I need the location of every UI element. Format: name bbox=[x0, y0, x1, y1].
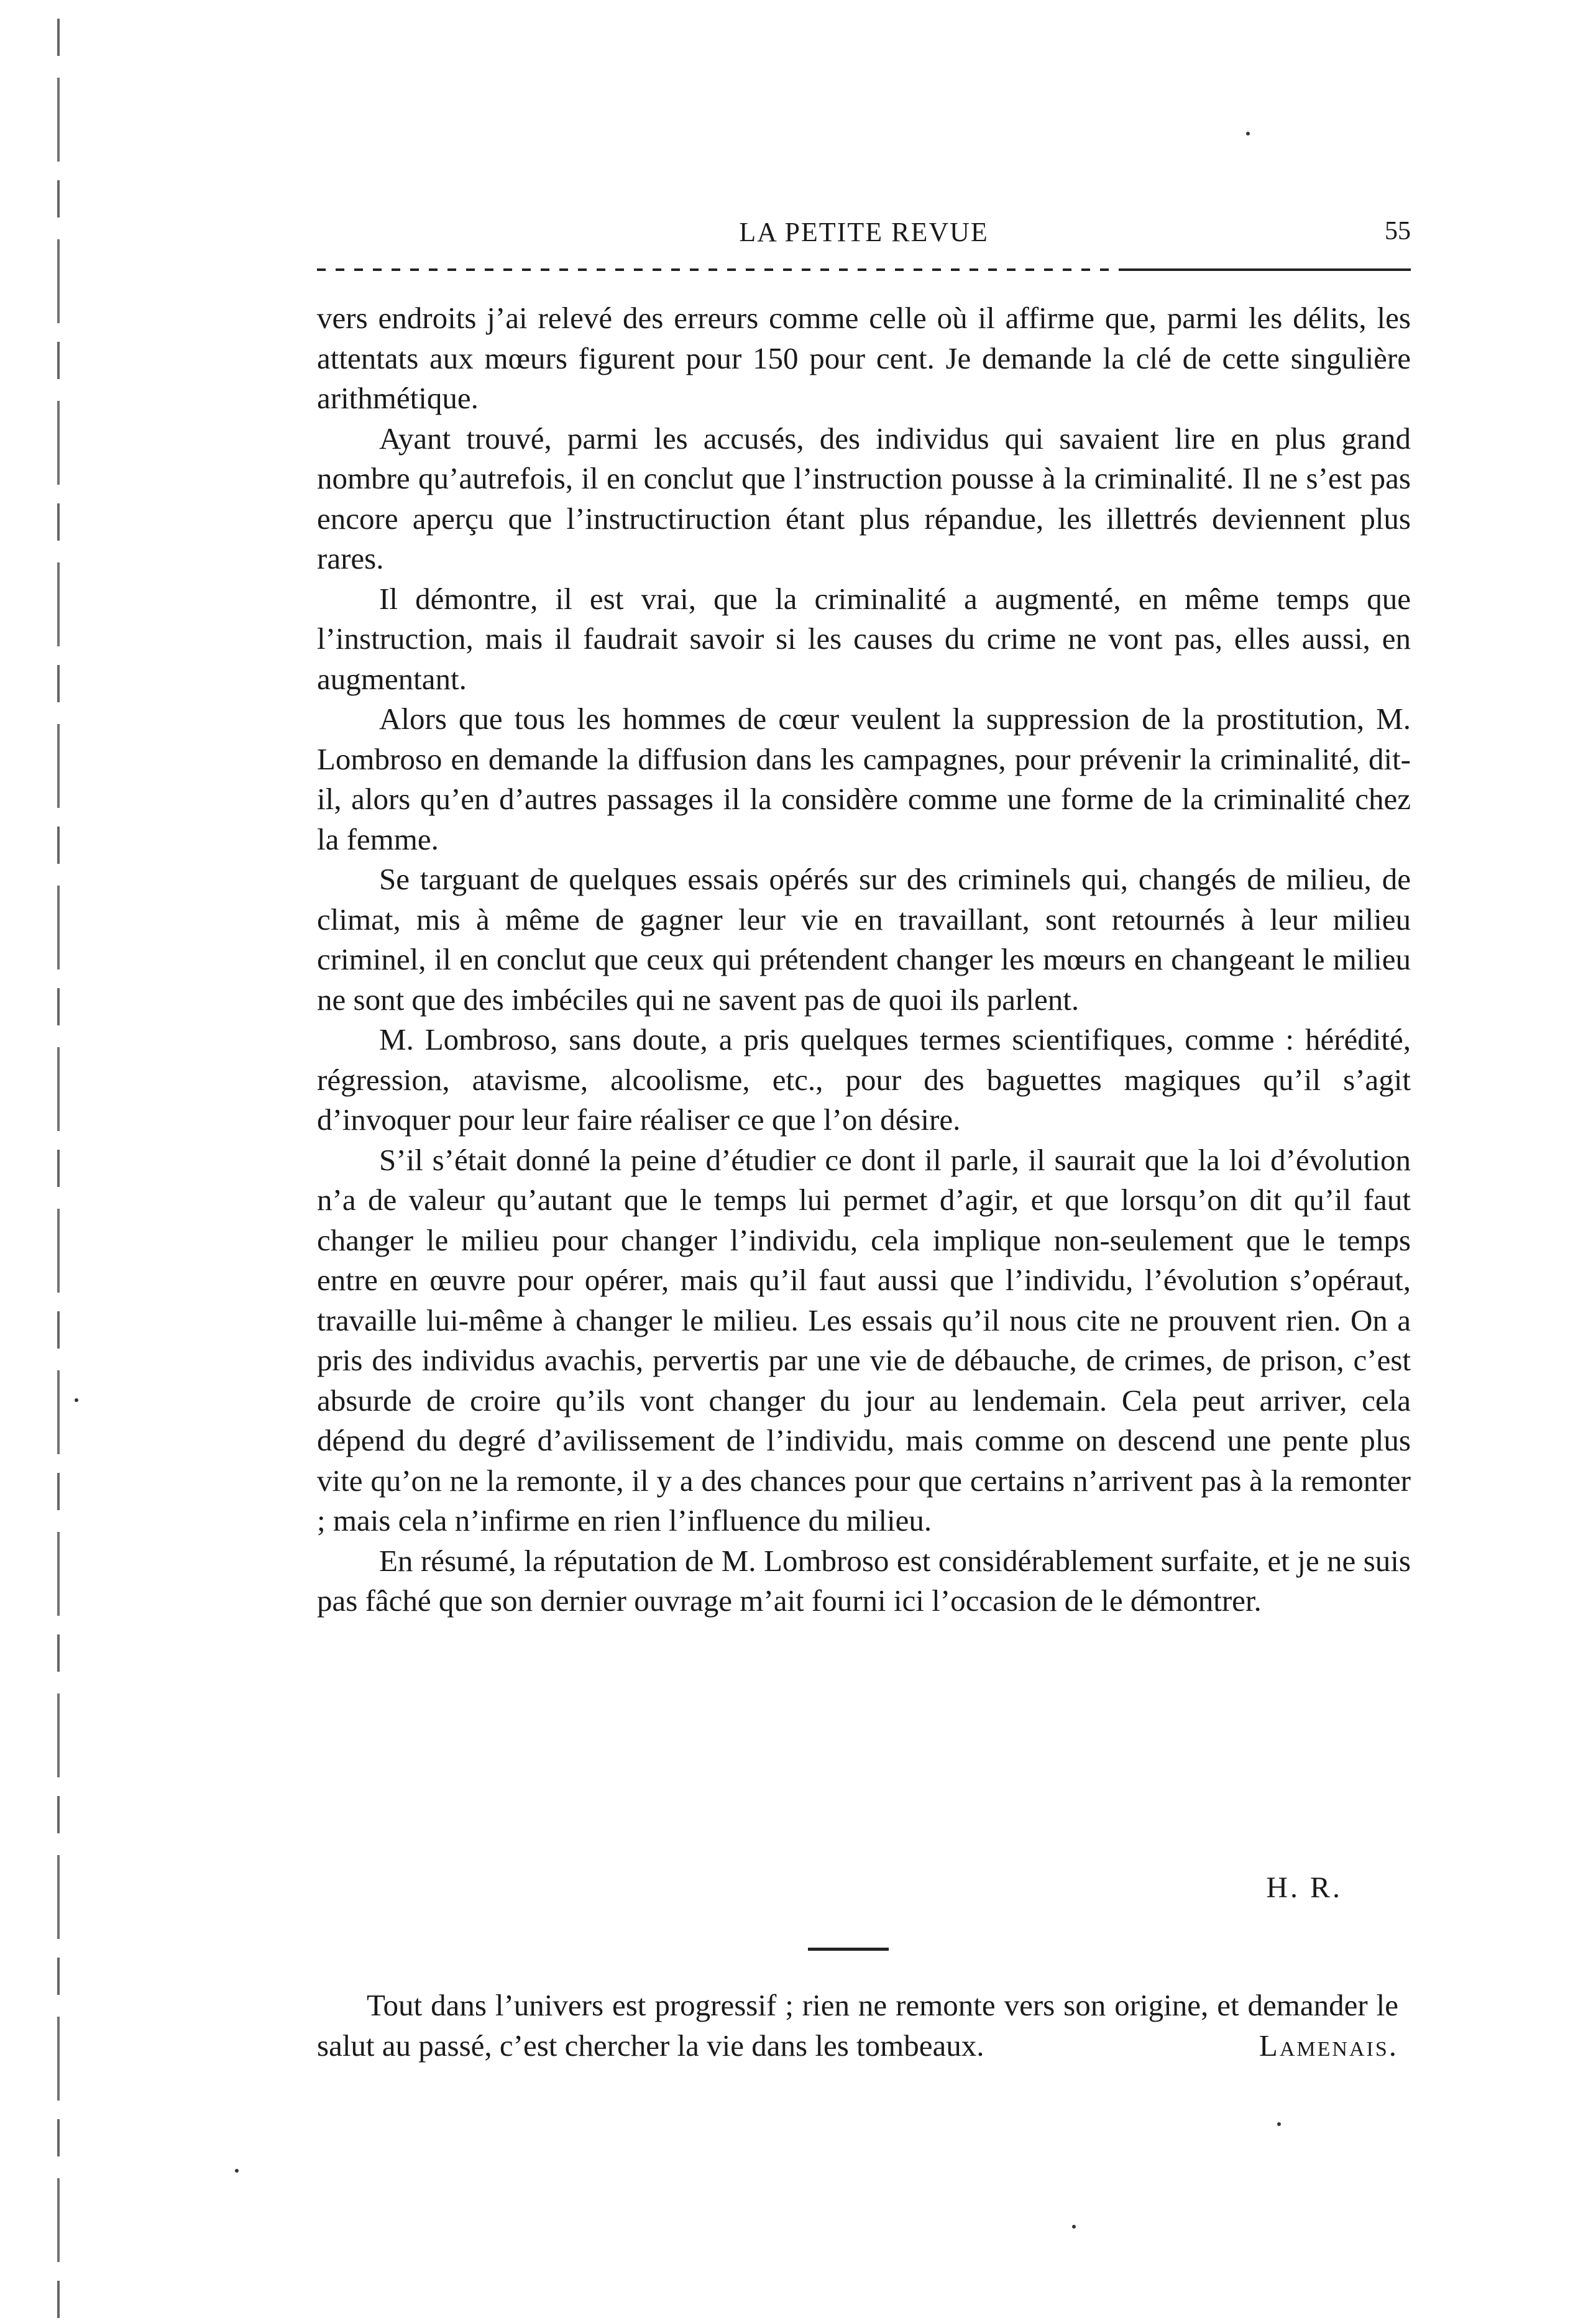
epigraph-quote bbox=[317, 1986, 1398, 2066]
header-rule-solid bbox=[1119, 268, 1411, 271]
paragraph: S’il s’était donné la peine d’étudier ce dont il parle, il saurait que la loi d’évolution n’a de valeur qu’autant que le temps lui permet d’agir, et que lorsqu’on dit qu’il faut changer le milieu pour changer l’individu, cela implique non-seulement que le temps entre en œuvre pour opérer, mais qu’il faut aussi que l’individu, l’évolution s’opéraut, travaille lui-même à changer le milieu. Les essais qu’il nous cite ne prouvent rien. On a pris des individus avachis, pervertis par une vie de débauche, de crimes, de prison, c’est absurde de croire qu’ils vont changer du jour au lendemain. Cela peut arriver, cela dépend du degré d’avilissement de l’individu, mais comme on descend une pente plus vite qu’on ne la remonte, il y a des chances pour que certains n’arrivent pas à la remonter ; mais cela n’infirme en rien l’influence du milieu. bbox=[317, 1142, 1411, 1537]
quote-author: Lamenais. bbox=[1259, 2028, 1398, 2063]
paragraph: vers endroits j’ai relevé des erreurs comme celle où il affirme que, parmi les délits, les attentats aux mœurs figurent pour 150 pour cent. Je demande la clé de cette singulière arithmétique. bbox=[317, 301, 1411, 415]
print-speck bbox=[1072, 2225, 1076, 2229]
section-separator bbox=[808, 1948, 889, 1951]
author-signature: H. R. bbox=[1266, 1871, 1342, 1904]
paragraph: Ayant trouvé, parmi les accusés, des individus qui savaient lire en plus grand nombre qu’autrefois, il en conclut que l’instruction pousse à la criminalité. Il ne s’est pas encore aperçu que l’instructiruction étant plus répandue, les illettrés deviennent plus rares. bbox=[317, 421, 1411, 575]
running-title: LA PETITE REVUE bbox=[739, 217, 989, 247]
quote-text: Tout dans l’univers est progressif ; rien ne remonte vers son origine, et demander le salut au passé, c’est chercher la vie dans les tombeaux. bbox=[317, 1988, 1398, 2063]
print-speck bbox=[235, 2169, 239, 2173]
page-header bbox=[317, 211, 1411, 249]
paragraph: Alors que tous les hommes de cœur veulent la suppression de la prostitution, M. Lombroso en demande la diffusion dans les campagnes, pour prévenir la criminalité, dit-il, alors qu’en d’autres passages il la considère comme une forme de la criminalité chez la femme. bbox=[317, 702, 1411, 856]
print-speck bbox=[1277, 2122, 1281, 2126]
page-number: 55 bbox=[1385, 217, 1411, 245]
article-body bbox=[317, 298, 1411, 1621]
print-speck bbox=[75, 1398, 78, 1402]
paragraph: Se targuant de quelques essais opérés sur des criminels qui, changés de milieu, de climat, mis à même de gagner leur vie en travaillant, sont retournés à leur milieu criminel, il en conclut que ceux qui prétendent changer les mœurs en changeant le milieu ne sont que des imbéciles qui ne savent pas de quoi ils parlent. bbox=[317, 862, 1411, 1017]
print-speck bbox=[1246, 132, 1250, 135]
binding-edge bbox=[57, 19, 60, 2318]
paragraph: M. Lombroso, sans doute, a pris quelques termes scientifiques, comme : hérédité, régression, atavisme, alcoolisme, etc., pour des baguettes magiques qu’il s’agit d’invoquer pour leur faire réaliser ce que l’on désire. bbox=[317, 1022, 1411, 1137]
paragraph: En résumé, la réputation de M. Lombroso est considérablement surfaite, et je ne suis pas fâché que son dernier ouvrage m’ait fourni ici l’occasion de le démontrer. bbox=[317, 1543, 1411, 1618]
paragraph: Il démontre, il est vrai, que la criminalité a augmenté, en même temps que l’instruction, mais il faudrait savoir si les causes du crime ne vont pas, elles aussi, en augmentant. bbox=[317, 581, 1411, 696]
